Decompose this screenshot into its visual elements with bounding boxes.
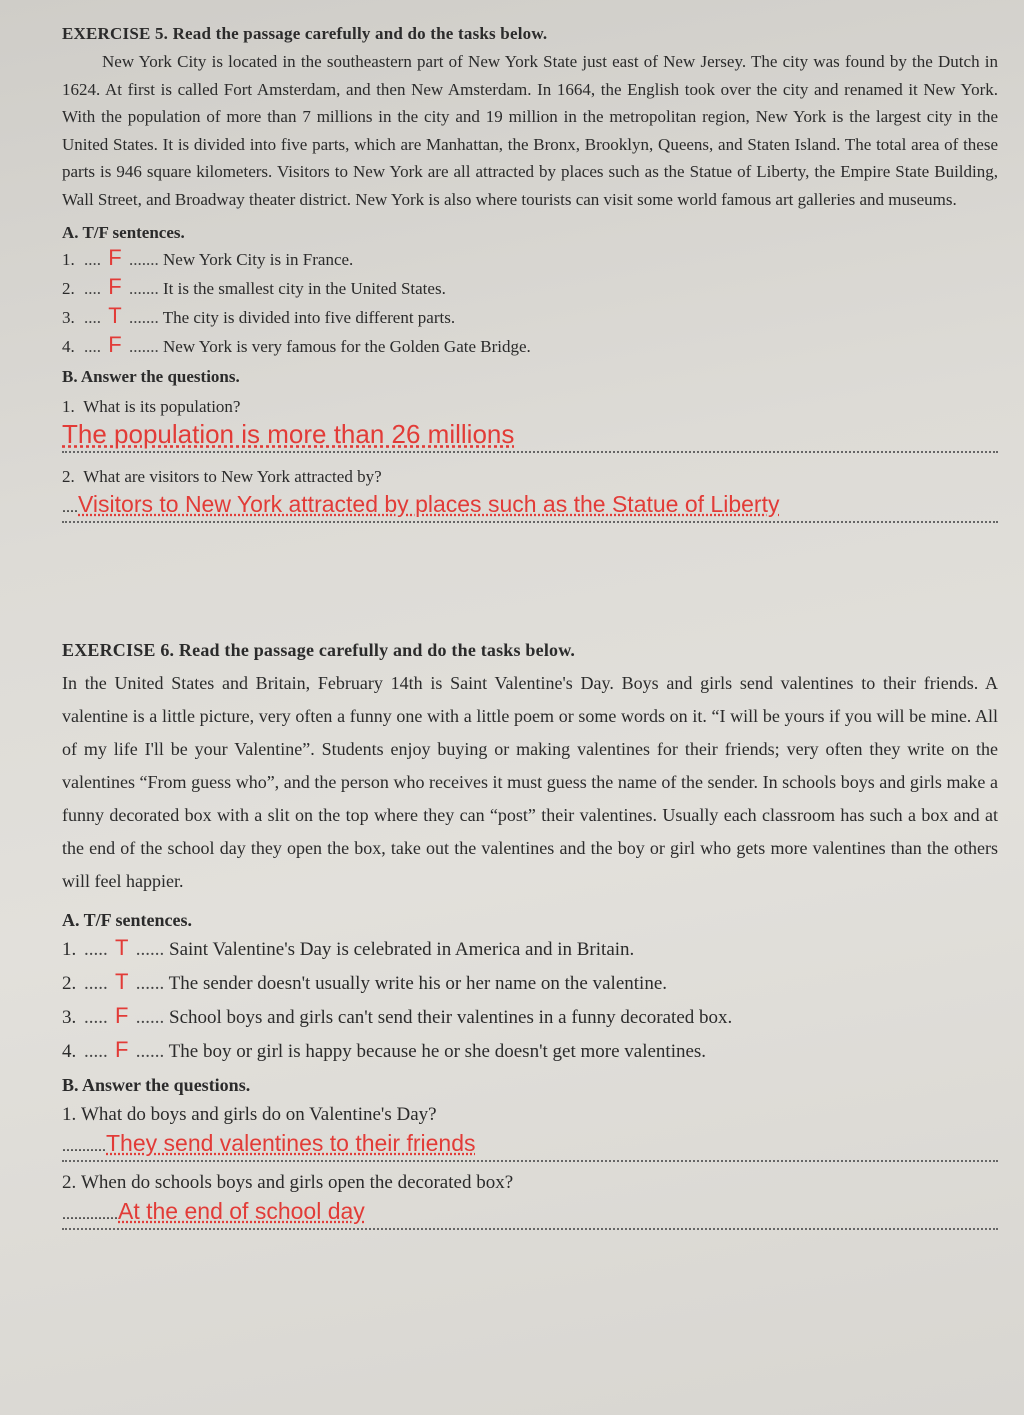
answer-line[interactable]: ....Visitors to New York attracted by places such as the Statue of Liberty: [62, 487, 998, 523]
tf-item: 1. ..... T ...... Saint Valentine's Day is celebrated in America and in Britain.: [62, 931, 998, 965]
exercise-5-qa-heading: B. Answer the questions.: [62, 367, 240, 386]
tf-statement: The boy or girl is happy because he or she doesn't get more valentines.: [168, 1041, 707, 1062]
tf-statement: New York is very famous for the Golden Gate Bridge.: [163, 337, 531, 356]
tf-answer[interactable]: F: [108, 274, 122, 299]
tf-statement: It is the smallest city in the United States.: [163, 279, 446, 298]
tf-item: 4. ..... F ...... The boy or girl is happy because he or she doesn't get more valentines.: [62, 1033, 998, 1067]
question: 1. What do boys and girls do on Valentine's Day?: [62, 1104, 437, 1125]
tf-statement: The sender doesn't usually write his or her name on the valentine.: [168, 973, 668, 994]
handwritten-answer: They send valentines to their friends: [106, 1130, 476, 1156]
tf-item: 2. .... F ....... It is the smallest city in the United States.: [62, 274, 446, 299]
handwritten-answer: At the end of school day: [118, 1198, 365, 1224]
answer-line[interactable]: [62, 417, 998, 453]
exercise-6: [62, 640, 998, 1230]
question: 2. When do schools boys and girls open the decorated box?: [62, 1172, 514, 1193]
tf-answer[interactable]: T: [108, 303, 122, 328]
tf-answer[interactable]: F: [108, 245, 122, 270]
tf-answer[interactable]: F: [115, 1037, 129, 1062]
exercise-6-passage: In the United States and Britain, February 14th is Saint Valentine's Day. Boys and girls send valentines to their friends. A valentine is a little picture, very often a funny one with a little poem or some words on it. “I will be yours if you will be mine. All of my life I'll be your Valentine”. Students enjoy buying or making valentines for their friends; very often they write on the valentines “From guess who”, and the person who receives it must guess the name of the sender. In schools boys and girls make a funny decorated box with a slit on the top where they can “post” their valentines. Usually each classroom has such a box and at the end of the school day they open the box, take out the valentines and the boy or girl who gets more valentines than the others will feel happier.: [62, 673, 998, 891]
exercise-5-tf-heading: A. T/F sentences.: [62, 223, 185, 242]
tf-item: 1. .... F ....... New York City is in France.: [62, 245, 354, 270]
tf-answer[interactable]: F: [115, 1003, 129, 1028]
tf-item: 3. .... T ....... The city is divided into five different parts.: [62, 303, 456, 328]
exercise-6-tf-heading: A. T/F sentences.: [62, 910, 192, 930]
tf-statement: The city is divided into five different parts.: [162, 308, 456, 327]
tf-answer[interactable]: F: [108, 332, 122, 357]
tf-answer[interactable]: T: [115, 935, 129, 960]
tf-item: 3. ..... F ...... School boys and girls can't send their valentines in a funny decorated box.: [62, 999, 998, 1033]
answer-line[interactable]: ...........They send valentines to their friends: [62, 1126, 998, 1162]
handwritten-answer: Visitors to New York attracted by places such as the Statue of Liberty: [78, 491, 780, 517]
exercise-5-passage: New York City is located in the southeastern part of New York State just east of New Jersey. The city was found by the Dutch in 1624. At first is called Fort Amsterdam, and then New Amsterdam. In 1664, the English took over the city and renamed it New York. With the population of more than 7 millions in the city and 19 million in the metropolitan region, New York is the largest city in the United States. It is divided into five parts, which are Manhattan, the Bronx, Brooklyn, Queens, and Staten Island. The total area of these parts is 946 square kilometers. Visitors to New York are all attracted by places such as the Statue of Liberty, the Empire State Building, Wall Street, and Broadway theater district. New York is also where tourists can visit some world famous art galleries and museums.: [62, 52, 998, 209]
tf-statement: New York City is in France.: [163, 250, 354, 269]
tf-statement: School boys and girls can't send their valentines in a funny decorated box.: [169, 1007, 733, 1028]
question: 1. What is its population?: [62, 397, 241, 416]
handwritten-answer: The population is more than 26 millions: [62, 419, 515, 449]
exercise-6-qa-heading: B. Answer the questions.: [62, 1075, 251, 1095]
tf-item: 2. ..... T ...... The sender doesn't usually write his or her name on the valentine.: [62, 965, 998, 999]
tf-item: 4. .... F ....... New York is very famous for the Golden Gate Bridge.: [62, 332, 531, 357]
answer-line[interactable]: ..............At the end of school day: [62, 1194, 998, 1230]
exercise-6-title: EXERCISE 6. Read the passage carefully and do the tasks below.: [62, 640, 576, 660]
exercise-5: [62, 24, 998, 523]
tf-statement: Saint Valentine's Day is celebrated in America and in Britain.: [169, 939, 635, 960]
exercise-5-title: EXERCISE 5. Read the passage carefully and do the tasks below.: [62, 24, 548, 43]
tf-answer[interactable]: T: [115, 969, 129, 994]
question: 2. What are visitors to New York attracted by?: [62, 467, 382, 486]
